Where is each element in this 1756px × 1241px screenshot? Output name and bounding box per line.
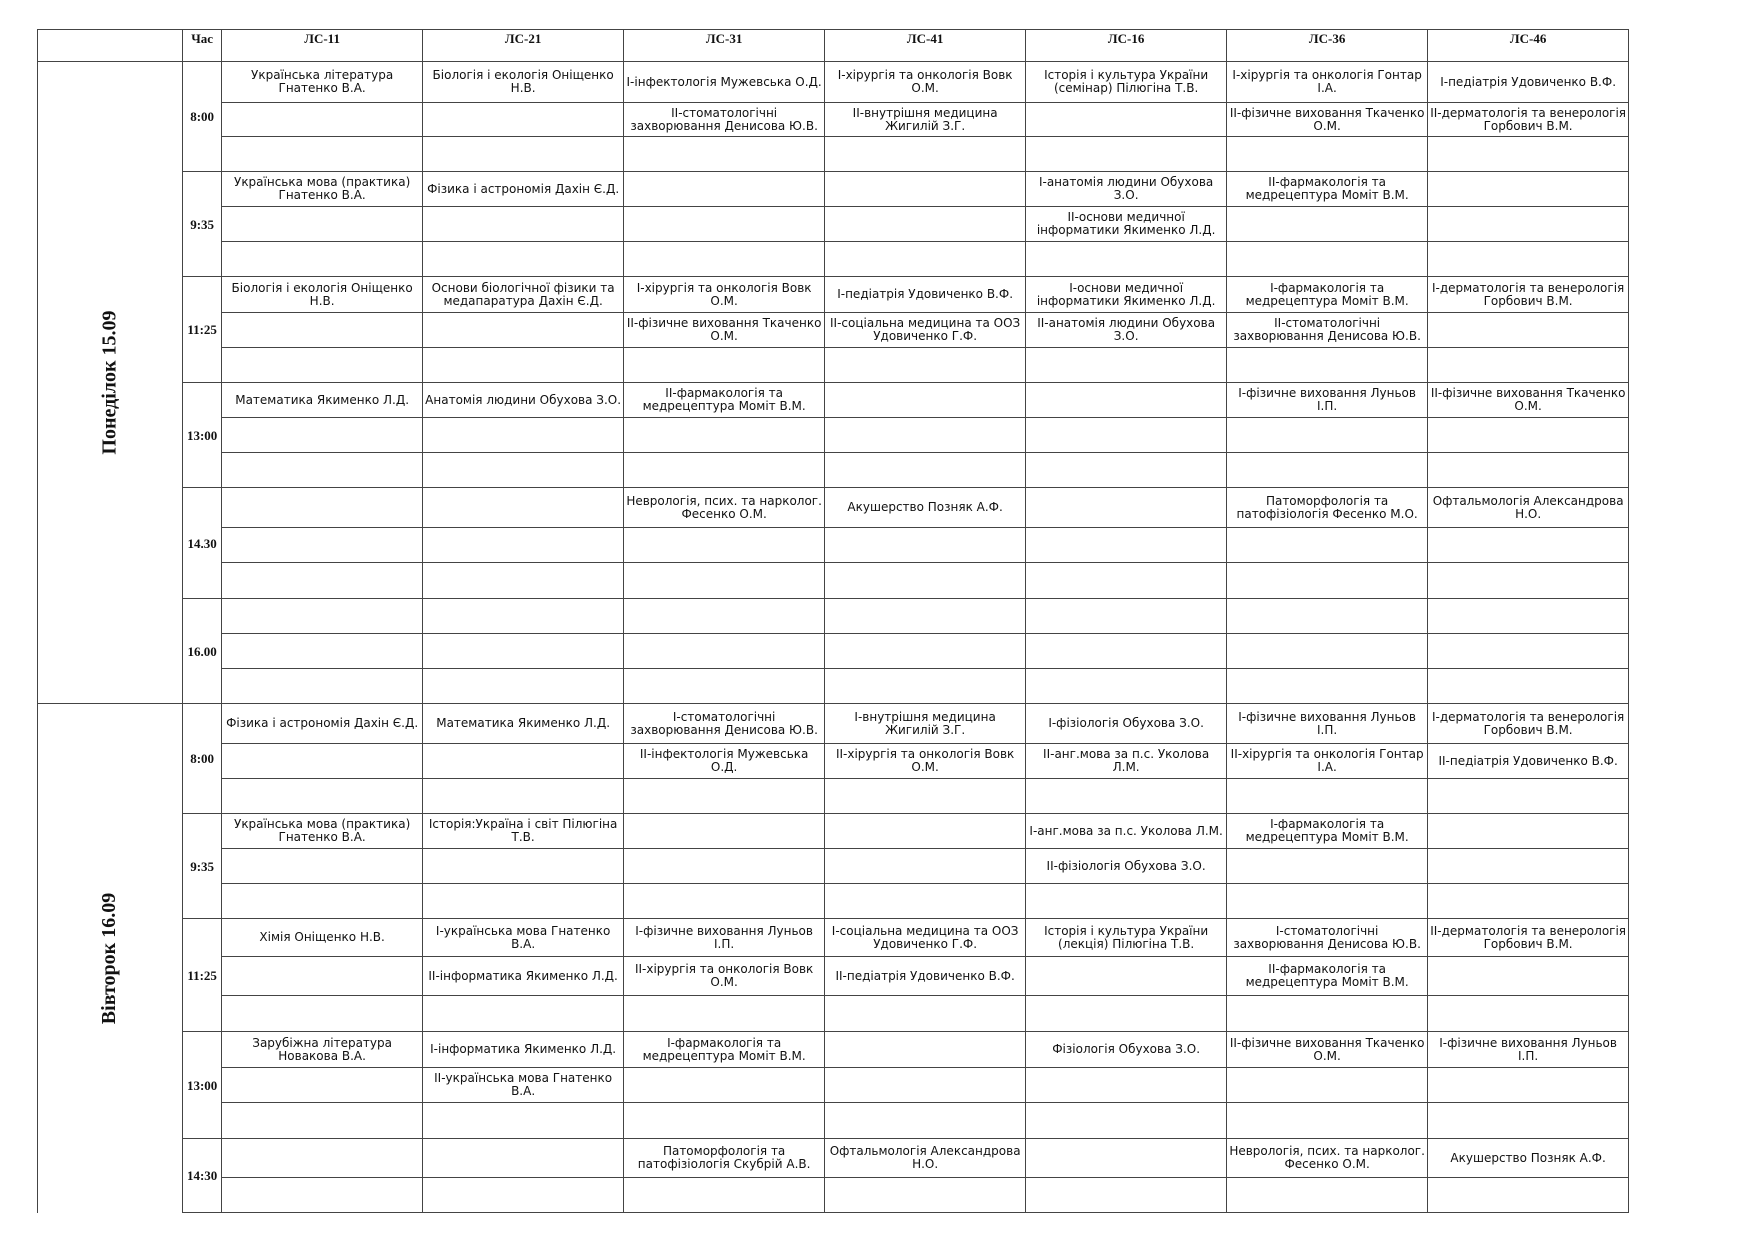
lesson-cell	[624, 599, 825, 634]
lesson-cell: I-фармакологія та медрецептура Моміт В.М.	[1227, 277, 1428, 313]
lesson-cell	[423, 744, 624, 779]
lesson-cell	[222, 849, 423, 884]
lesson-cell	[1428, 669, 1629, 704]
lesson-cell	[624, 563, 825, 599]
lesson-cell	[1026, 884, 1227, 919]
lesson-cell: Акушерство Позняк А.Ф.	[1428, 1139, 1629, 1178]
lesson-cell	[1428, 207, 1629, 242]
schedule-row	[38, 453, 1629, 488]
lesson-cell	[1227, 634, 1428, 669]
lesson-cell: Патоморфологія та патофізіологія Скубрій А.В.	[624, 1139, 825, 1178]
lesson-cell	[1227, 779, 1428, 814]
lesson-cell	[222, 669, 423, 704]
lesson-cell	[1428, 1178, 1629, 1213]
lesson-cell	[1428, 957, 1629, 996]
lesson-cell	[423, 599, 624, 634]
lesson-cell: I-фізіологія Обухова З.О.	[1026, 704, 1227, 744]
lesson-cell: I-інфектологія Мужевська О.Д.	[624, 62, 825, 103]
schedule-row	[38, 849, 1629, 884]
lesson-cell	[1428, 1103, 1629, 1139]
lesson-cell: II-хірургія та онкологія Вовк О.М.	[825, 744, 1026, 779]
lesson-cell	[624, 1103, 825, 1139]
lesson-cell: Основи біологічної фізики та медапаратура Дахін Є.Д.	[423, 277, 624, 313]
time-cell: 11:25	[183, 919, 222, 1032]
lesson-cell	[222, 1068, 423, 1103]
lesson-cell	[222, 1178, 423, 1213]
lesson-cell	[825, 634, 1026, 669]
lesson-cell	[222, 634, 423, 669]
lesson-cell: Анатомія людини Обухова З.О.	[423, 383, 624, 418]
lesson-cell	[624, 1068, 825, 1103]
schedule-row	[38, 1103, 1629, 1139]
lesson-cell: II-хірургія та онкологія Вовк О.М.	[624, 957, 825, 996]
lesson-cell	[222, 137, 423, 172]
day-label	[38, 62, 183, 704]
time-cell: 8:00	[183, 704, 222, 814]
lesson-cell	[1428, 528, 1629, 563]
lesson-cell: I-педіатрія Удовиченко В.Ф.	[825, 277, 1026, 313]
lesson-cell	[825, 453, 1026, 488]
lesson-cell: II-основи медичної інформатики Якименко Л.Д.	[1026, 207, 1227, 242]
lesson-cell	[624, 137, 825, 172]
lesson-cell	[423, 849, 624, 884]
lesson-cell: Історія і культура України (семінар) Пілюгіна Т.В.	[1026, 62, 1227, 103]
lesson-cell: II-стоматологічні захворювання Денисова Ю.В.	[624, 103, 825, 137]
lesson-cell: I-внутрішня медицина Жигилій З.Г.	[825, 704, 1026, 744]
lesson-cell: I-інформатика Якименко Л.Д.	[423, 1032, 624, 1068]
schedule-row	[38, 172, 1629, 207]
lesson-cell: Неврологія, псих. та нарколог. Фесенко О.М.	[624, 488, 825, 528]
lesson-cell	[825, 669, 1026, 704]
lesson-cell	[825, 528, 1026, 563]
schedule-row	[38, 634, 1629, 669]
lesson-cell: II-фізичне виховання Ткаченко О.М.	[624, 313, 825, 348]
lesson-cell	[1428, 453, 1629, 488]
lesson-cell	[1428, 348, 1629, 383]
lesson-cell: II-фізичне виховання Ткаченко О.М.	[1227, 103, 1428, 137]
lesson-cell: Українська мова (практика) Гнатенко В.А.	[222, 172, 423, 207]
time-cell: 14.30	[183, 488, 222, 599]
group-header: ЛС-21	[423, 30, 624, 62]
schedule-row	[38, 814, 1629, 849]
schedule-row	[38, 348, 1629, 383]
lesson-cell	[1026, 453, 1227, 488]
schedule-row	[38, 669, 1629, 704]
lesson-cell	[1428, 418, 1629, 453]
lesson-cell: Фізика і астрономія Дахін Є.Д.	[222, 704, 423, 744]
lesson-cell	[222, 996, 423, 1032]
group-header: ЛС-11	[222, 30, 423, 62]
lesson-cell	[624, 207, 825, 242]
group-header: ЛС-41	[825, 30, 1026, 62]
lesson-cell	[1428, 849, 1629, 884]
lesson-cell	[825, 599, 1026, 634]
schedule-row	[38, 1178, 1629, 1213]
lesson-cell	[222, 599, 423, 634]
lesson-cell	[1026, 1068, 1227, 1103]
lesson-cell	[825, 1103, 1026, 1139]
lesson-cell	[423, 563, 624, 599]
lesson-cell	[1026, 779, 1227, 814]
lesson-cell	[1227, 884, 1428, 919]
lesson-cell	[1428, 814, 1629, 849]
schedule-row	[38, 1139, 1629, 1178]
lesson-cell	[624, 884, 825, 919]
lesson-cell	[423, 313, 624, 348]
lesson-cell	[1227, 669, 1428, 704]
lesson-cell: II-фармакологія та медрецептура Моміт В.М.	[1227, 172, 1428, 207]
lesson-cell: I-хірургія та онкологія Вовк О.М.	[624, 277, 825, 313]
day-label	[38, 704, 183, 1213]
lesson-cell	[222, 1139, 423, 1178]
lesson-cell	[423, 528, 624, 563]
lesson-cell	[222, 418, 423, 453]
lesson-cell	[423, 884, 624, 919]
lesson-cell: II-інформатика Якименко Л.Д.	[423, 957, 624, 996]
lesson-cell: II-педіатрія Удовиченко В.Ф.	[825, 957, 1026, 996]
lesson-cell: I-фізичне виховання Луньов І.П.	[624, 919, 825, 957]
group-header: ЛС-36	[1227, 30, 1428, 62]
schedule-row	[38, 563, 1629, 599]
time-cell: 9:35	[183, 814, 222, 919]
schedule-row	[38, 704, 1629, 744]
lesson-cell	[222, 313, 423, 348]
lesson-cell	[825, 207, 1026, 242]
day-label-text: Вівторок 16.09	[98, 892, 121, 1024]
lesson-cell: Біологія і екологія Оніщенко Н.В.	[222, 277, 423, 313]
schedule-row	[38, 103, 1629, 137]
lesson-cell	[423, 348, 624, 383]
lesson-cell: II-педіатрія Удовиченко В.Ф.	[1428, 744, 1629, 779]
schedule-row	[38, 313, 1629, 348]
lesson-cell: I-дерматологія та венерологія Горбович В.М.	[1428, 704, 1629, 744]
lesson-cell	[1227, 1068, 1428, 1103]
lesson-cell	[222, 528, 423, 563]
schedule-row	[38, 919, 1629, 957]
lesson-cell: Математика Якименко Л.Д.	[423, 704, 624, 744]
lesson-cell	[423, 669, 624, 704]
lesson-cell	[1227, 242, 1428, 277]
lesson-cell: Математика Якименко Л.Д.	[222, 383, 423, 418]
time-cell: 13:00	[183, 1032, 222, 1139]
day-label-text: Понеділок 15.09	[98, 310, 121, 455]
lesson-cell	[825, 814, 1026, 849]
lesson-cell	[1428, 634, 1629, 669]
schedule-body	[38, 62, 1629, 1213]
group-header: ЛС-16	[1026, 30, 1227, 62]
lesson-cell	[624, 418, 825, 453]
corner-cell	[38, 30, 183, 62]
time-cell: 11:25	[183, 277, 222, 383]
lesson-cell	[1428, 137, 1629, 172]
lesson-cell	[222, 884, 423, 919]
lesson-cell: I-фізичне виховання Луньов І.П.	[1428, 1032, 1629, 1068]
lesson-cell	[423, 418, 624, 453]
schedule-row	[38, 528, 1629, 563]
lesson-cell	[825, 383, 1026, 418]
lesson-cell	[423, 1178, 624, 1213]
lesson-cell	[423, 996, 624, 1032]
lesson-cell	[624, 172, 825, 207]
lesson-cell	[624, 453, 825, 488]
schedule-row	[38, 383, 1629, 418]
schedule-row	[38, 137, 1629, 172]
lesson-cell	[825, 348, 1026, 383]
lesson-cell: I-хірургія та онкологія Вовк О.М.	[825, 62, 1026, 103]
lesson-cell: I-основи медичної інформатики Якименко Л.Д.	[1026, 277, 1227, 313]
lesson-cell	[624, 849, 825, 884]
lesson-cell	[423, 634, 624, 669]
lesson-cell: II-анатомія людини Обухова З.О.	[1026, 313, 1227, 348]
lesson-cell	[1026, 957, 1227, 996]
lesson-cell: Історія і культура України (лекція) Пілюгіна Т.В.	[1026, 919, 1227, 957]
lesson-cell	[1428, 996, 1629, 1032]
lesson-cell: II-фармакологія та медрецептура Моміт В.М.	[1227, 957, 1428, 996]
lesson-cell	[222, 207, 423, 242]
lesson-cell	[222, 957, 423, 996]
lesson-cell	[222, 488, 423, 528]
schedule-row	[38, 779, 1629, 814]
lesson-cell: II-дерматологія та венерологія Горбович В.М.	[1428, 103, 1629, 137]
lesson-cell: II-анг.мова за п.с. Уколова Л.М.	[1026, 744, 1227, 779]
lesson-cell	[825, 1178, 1026, 1213]
lesson-cell	[222, 103, 423, 137]
lesson-cell	[1026, 242, 1227, 277]
lesson-cell: II-внутрішня медицина Жигилій З.Г.	[825, 103, 1026, 137]
schedule-row	[38, 62, 1629, 103]
lesson-cell: I-анг.мова за п.с. Уколова Л.М.	[1026, 814, 1227, 849]
lesson-cell	[1026, 599, 1227, 634]
lesson-cell: I-соціальна медицина та ООЗ Удовиченко Г.Ф.	[825, 919, 1026, 957]
lesson-cell	[825, 418, 1026, 453]
lesson-cell	[1428, 884, 1629, 919]
lesson-cell	[1227, 996, 1428, 1032]
lesson-cell	[1026, 348, 1227, 383]
schedule-row	[38, 418, 1629, 453]
lesson-cell: I-хірургія та онкологія Гонтар І.А.	[1227, 62, 1428, 103]
lesson-cell	[1026, 1103, 1227, 1139]
schedule-row	[38, 207, 1629, 242]
lesson-cell	[1227, 137, 1428, 172]
schedule-row	[38, 957, 1629, 996]
schedule-row	[38, 242, 1629, 277]
lesson-cell	[624, 1178, 825, 1213]
lesson-cell: I-фармакологія та медрецептура Моміт В.М.	[1227, 814, 1428, 849]
schedule-row	[38, 488, 1629, 528]
lesson-cell	[1428, 1068, 1629, 1103]
schedule-row	[38, 996, 1629, 1032]
lesson-cell	[1428, 563, 1629, 599]
lesson-cell: I-стоматологічні захворювання Денисова Ю.В.	[624, 704, 825, 744]
lesson-cell	[222, 779, 423, 814]
lesson-cell	[423, 488, 624, 528]
lesson-cell	[825, 779, 1026, 814]
lesson-cell	[825, 563, 1026, 599]
lesson-cell	[1227, 599, 1428, 634]
lesson-cell: I-українська мова Гнатенко В.А.	[423, 919, 624, 957]
lesson-cell	[624, 634, 825, 669]
schedule-row	[38, 884, 1629, 919]
lesson-cell: I-фізичне виховання Луньов І.П.	[1227, 383, 1428, 418]
lesson-cell	[1227, 207, 1428, 242]
lesson-cell	[1026, 1139, 1227, 1178]
lesson-cell	[1026, 528, 1227, 563]
schedule-row	[38, 1032, 1629, 1068]
lesson-cell	[825, 242, 1026, 277]
lesson-cell: II-фізичне виховання Ткаченко О.М.	[1227, 1032, 1428, 1068]
lesson-cell	[1227, 528, 1428, 563]
time-cell: 13:00	[183, 383, 222, 488]
lesson-cell	[825, 172, 1026, 207]
lesson-cell: II-фізичне виховання Ткаченко О.М.	[1428, 383, 1629, 418]
lesson-cell	[624, 528, 825, 563]
schedule-row	[38, 277, 1629, 313]
lesson-cell	[423, 453, 624, 488]
lesson-cell	[423, 1103, 624, 1139]
lesson-cell	[423, 779, 624, 814]
lesson-cell	[1026, 418, 1227, 453]
lesson-cell: Фізика і астрономія Дахін Є.Д.	[423, 172, 624, 207]
lesson-cell	[1227, 563, 1428, 599]
lesson-cell	[1227, 453, 1428, 488]
lesson-cell: II-українська мова Гнатенко В.А.	[423, 1068, 624, 1103]
lesson-cell	[1428, 779, 1629, 814]
lesson-cell	[1428, 313, 1629, 348]
lesson-cell	[1227, 348, 1428, 383]
lesson-cell	[1026, 996, 1227, 1032]
lesson-cell	[423, 242, 624, 277]
lesson-cell	[825, 849, 1026, 884]
lesson-cell	[1227, 418, 1428, 453]
lesson-cell	[624, 669, 825, 704]
lesson-cell	[222, 563, 423, 599]
lesson-cell: II-хірургія та онкологія Гонтар І.А.	[1227, 744, 1428, 779]
lesson-cell: Неврологія, псих. та нарколог. Фесенко О.М.	[1227, 1139, 1428, 1178]
lesson-cell: Українська література Гнатенко В.А.	[222, 62, 423, 103]
lesson-cell	[423, 207, 624, 242]
lesson-cell	[1428, 242, 1629, 277]
group-header: ЛС-46	[1428, 30, 1629, 62]
lesson-cell	[1227, 1103, 1428, 1139]
lesson-cell: Українська мова (практика) Гнатенко В.А.	[222, 814, 423, 849]
lesson-cell	[423, 103, 624, 137]
lesson-cell	[1428, 172, 1629, 207]
lesson-cell	[222, 453, 423, 488]
lesson-cell	[825, 884, 1026, 919]
lesson-cell: I-педіатрія Удовиченко В.Ф.	[1428, 62, 1629, 103]
lesson-cell	[1026, 1178, 1227, 1213]
schedule-table	[37, 29, 1629, 1213]
time-cell: 9:35	[183, 172, 222, 277]
lesson-cell: Акушерство Позняк А.Ф.	[825, 488, 1026, 528]
lesson-cell	[624, 814, 825, 849]
lesson-cell: I-анатомія людини Обухова З.О.	[1026, 172, 1227, 207]
lesson-cell	[624, 996, 825, 1032]
lesson-cell	[1026, 488, 1227, 528]
time-cell: 14:30	[183, 1139, 222, 1213]
lesson-cell	[1428, 599, 1629, 634]
time-cell: 16.00	[183, 599, 222, 704]
lesson-cell: I-стоматологічні захворювання Денисова Ю.В.	[1227, 919, 1428, 957]
lesson-cell	[423, 1139, 624, 1178]
lesson-cell	[222, 242, 423, 277]
lesson-cell	[1026, 137, 1227, 172]
lesson-cell	[222, 744, 423, 779]
lesson-cell	[1026, 383, 1227, 418]
lesson-cell	[1026, 103, 1227, 137]
lesson-cell	[825, 137, 1026, 172]
lesson-cell: Хімія Оніщенко Н.В.	[222, 919, 423, 957]
lesson-cell	[1227, 849, 1428, 884]
lesson-cell: II-соціальна медицина та ООЗ Удовиченко Г.Ф.	[825, 313, 1026, 348]
schedule-row	[38, 1068, 1629, 1103]
schedule-row	[38, 744, 1629, 779]
lesson-cell: Біологія і екологія Оніщенко Н.В.	[423, 62, 624, 103]
lesson-cell: I-фізичне виховання Луньов І.П.	[1227, 704, 1428, 744]
lesson-cell	[222, 348, 423, 383]
time-header: Час	[183, 30, 222, 62]
lesson-cell: II-фізіологія Обухова З.О.	[1026, 849, 1227, 884]
lesson-cell	[825, 996, 1026, 1032]
lesson-cell	[1026, 669, 1227, 704]
lesson-cell	[825, 1032, 1026, 1068]
lesson-cell: Офтальмологія Александрова Н.О.	[1428, 488, 1629, 528]
time-cell: 8:00	[183, 62, 222, 172]
lesson-cell	[624, 242, 825, 277]
header-row	[38, 30, 1629, 62]
lesson-cell: Зарубіжна література Новакова В.А.	[222, 1032, 423, 1068]
lesson-cell	[1026, 634, 1227, 669]
lesson-cell: I-фармакологія та медрецептура Моміт В.М.	[624, 1032, 825, 1068]
lesson-cell	[423, 137, 624, 172]
lesson-cell	[222, 1103, 423, 1139]
lesson-cell: Патоморфологія та патофізіологія Фесенко М.О.	[1227, 488, 1428, 528]
lesson-cell: II-інфектологія Мужевська О.Д.	[624, 744, 825, 779]
lesson-cell: Історія:Україна і світ Пілюгіна Т.В.	[423, 814, 624, 849]
lesson-cell: Фізіологія Обухова З.О.	[1026, 1032, 1227, 1068]
lesson-cell	[624, 779, 825, 814]
group-header: ЛС-31	[624, 30, 825, 62]
lesson-cell: Офтальмологія Александрова Н.О.	[825, 1139, 1026, 1178]
lesson-cell: II-стоматологічні захворювання Денисова Ю.В.	[1227, 313, 1428, 348]
lesson-cell	[825, 1068, 1026, 1103]
lesson-cell: I-дерматологія та венерологія Горбович В.М.	[1428, 277, 1629, 313]
lesson-cell	[1227, 1178, 1428, 1213]
lesson-cell	[624, 348, 825, 383]
lesson-cell: II-фармакологія та медрецептура Моміт В.М.	[624, 383, 825, 418]
lesson-cell: II-дерматологія та венерологія Горбович В.М.	[1428, 919, 1629, 957]
schedule-row	[38, 599, 1629, 634]
lesson-cell	[1026, 563, 1227, 599]
